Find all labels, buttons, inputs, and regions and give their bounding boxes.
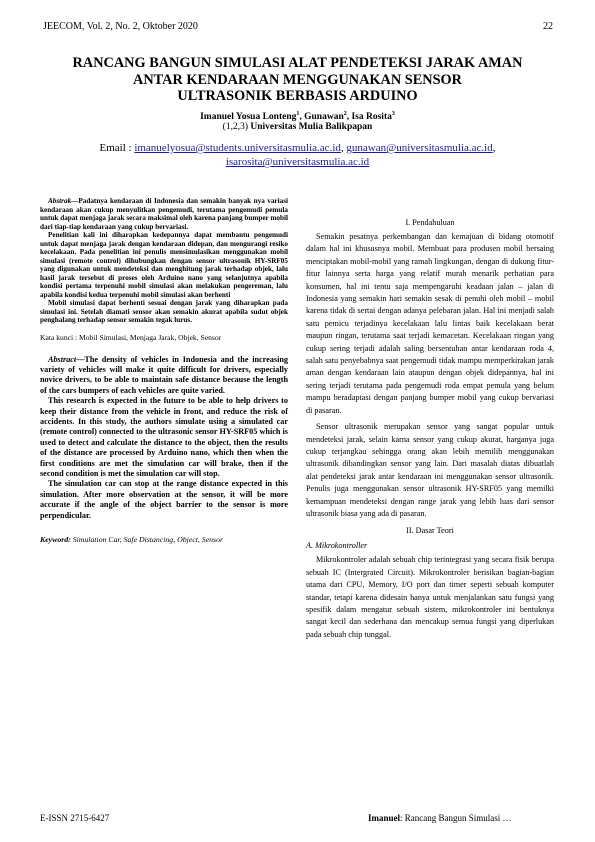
- abstract-paragraph-1: [40, 355, 288, 397]
- footer-issn: E-ISSN 2715-6427: [40, 813, 110, 823]
- subsection-heading-microcontroller: A. Mikrokontroller: [306, 541, 368, 551]
- title-line-3: ULTRASONIK BERBASIS ARDUINO: [177, 88, 418, 104]
- abstract-label: Abstract: [48, 354, 77, 364]
- author-3-mark: 3: [391, 111, 395, 117]
- email-block: Email : imanuelyosua@students.universitasmulia.ac.id, gunawan@universitasmulia.ac.id, isarosita@universitasmulia.ac.id: [99, 142, 496, 168]
- affiliation: [30, 121, 565, 133]
- title-line-1: RANCANG BANGUN SIMULASI ALAT PENDETEKSI JARAK AMAN: [72, 55, 523, 71]
- keywords-label: Keyword:: [40, 535, 71, 544]
- abstrak-text-1: —Padatnya kendaraan di Indonesia dan semakin banyak nya variasi kendaraan akan cukup menyulitkan pengemudi, terutama pengemudi pemula untuk dapat menjaga jarak secara maksimal oleh karena panjang bumper mobil dari tiap-tiap kendaraan yang cukup bervariasi.: [40, 197, 288, 231]
- section-heading-introduction: I. Pendahuluan: [405, 218, 455, 227]
- email-link-1[interactable]: imanuelyosua@students.universitasmulia.ac.id: [134, 142, 341, 154]
- email-link-2[interactable]: gunawan@universitasmulia.ac.id: [346, 142, 493, 154]
- footer-running-title: [368, 813, 512, 823]
- author-separator: ,: [299, 112, 305, 123]
- body-paragraph: Semakin pesatnya perkembangan dan kemajuan di bidang otomotif dalam hal ini khususnya mobil. Membuat para produsen mobil bersaing menciptakan mobil-mobil yang ramah lingkungan, dengan di dukung fitur-fitur lainnya serta harga yang relatif murah menarik perhatian para konsumen, hal ini tentu saja mempengaruhi keadaan jalan – jalan di Indonesia yang semakin hari semakin sesak di penuhi oleh mobil – mobil karena tidak di sertai dengan adanya pelebaran jalan. Hal ini menjadi salah satu pemicu terjadinya kecelakaan lalu lintas baik kecelakaan berat maupun ringan, terutama saat terjadi kemacetan. Kecelakaan ringan yang cukup sering terjadi adalah saling bersentuhan antar kendaraan roda 4, salah satu penyebabnya saat pengemudi tidak mampu memperkirakan jarak aman dengan kendaraan lain ataupun dengan objek didepannya, hal ini sering terjadi terutama pada pengemudi roda empat pemula yang belum mampu beradaptasi dengan panjang bumper mobil yang cukup bervariasi di pasaran.: [306, 232, 554, 415]
- footer-title: : Rancang Bangun Simulasi …: [400, 813, 512, 823]
- author-3: Isa Rosita: [351, 112, 392, 123]
- abstract-paragraph-3: The simulation car can stop at the range distance expected in this simulation. After more observation at the sensor, it will be more accurate if the angle of the object barrier to the sensor is more perpendicular.: [40, 479, 288, 520]
- paper-title: [30, 55, 565, 105]
- keywords: [40, 535, 288, 545]
- abstrak-paragraph-3: Mobil simulasi dapat berhenti sesuai dengan jarak yang diharapkan pada simulasi ini. Setelah diamati sensor akan semakin akurat apabila sudut objek penghalang terhadap sensor semakin tegak lurus.: [40, 299, 288, 324]
- kata-kunci: Kata kunci : Mobil Simulasi, Menjaga Jarak, Objek, Sensor: [40, 332, 222, 342]
- title-line-2: ANTAR KENDARAAN MENGGUNAKAN SENSOR: [133, 71, 462, 88]
- footer-author: Imanuel: [368, 813, 401, 823]
- right-column: [306, 217, 554, 641]
- abstrak-paragraph-2: Penelitian kali ini diharapkan kedepannya dapat membantu pengemudi untuk dapat menjaga jarak dengan kendaraan didepan, dan mengurangi resiko kecelakaan. Pada penelitian ini penulis mensimulasikan menggunakan mobil simulasi (remote control) dihubungkan dengan sensor ultrasonik HY-SRF05 yang digunakan untuk mendeteksi dan menghitung jarak terhadap objek, lalu hasil jarak tersebut di proses oleh Arduino nano yang selanjutnya apabila kondisi pertama terpenuhi mobil simulasi akan melakukan pengereman, lalu apabila kondisi kedua terpenuhi mobil simulasi akan berhenti: [40, 231, 288, 299]
- author-separator: ,: [346, 112, 352, 123]
- abstrak-label: Abstrak: [48, 197, 72, 205]
- author-2-mark: 2: [343, 111, 347, 117]
- affiliation-numbers: (1,2,3): [222, 122, 251, 132]
- page-number: 22: [543, 21, 553, 32]
- keywords-values: Simulation Car, Safe Distancing, Object, Sensor: [70, 535, 223, 544]
- body-paragraph: Sensor ultrasonik merupakan sensor yang sangat popular untuk mendeteksi jarak, selain karna sensor yang cukup akurat, harganya juga cukup terjangkau sehingga orang akan lebih memilih menggunakan ultrasonik dibandingkan sensor yang lain. Dari masalah diatas dibuatlah alat pendeteksi jarak antar kendaraan ini menggunakan sensor ultrasonik. Penulis juga menggunakan sensor ultrasonik HY-SRF05 yang memilki kemampuan mendeteksi dengan range jarak yang lebih luas dari sensor ultrasonik biasa yang ada di pasaran.: [306, 422, 554, 518]
- section-heading-theory: II. Dasar Teori: [406, 526, 454, 536]
- body-paragraph: Mikrokontroler adalah sebuah chip terintegrasi yang secara fisik berupa sebuah IC (Intergrated Circuit). Mikrokontroler berisikan bagian-bagian utama dari CPU, Memory, I/O port dan timer seperti sebuah komputer standar, tetapi karena didesain hanya untuk menjalankan satu fungsi yang spesifik dalam mengatur sebuah sistem, mikrokontroler ini bentuknya sangat kecil dan sederhana dan mencakup semua fungsi yang diperlukan pada sebuah chip tunggal.: [306, 555, 554, 639]
- email-link-3[interactable]: isarosita@universitasmulia.ac.id: [225, 156, 370, 168]
- abstrak-paragraph-1: [40, 197, 288, 231]
- abstract-paragraph-2: This research is expected in the future to be able to help drivers to keep their distance from the vehicle in front, and reduce the risk of accidents. In this study, the authors simulate using a simulated car (remote control) connected to the ultrasonic sensor HY-SRF05 which is used to detect and calculate the distance to the object, then the results of the distance are processed by Arduino nano, which then when the first conditions are met the simulation car will brake, then if the second condition is met the simulation car will stop.: [40, 396, 288, 478]
- author-1: Imanuel Yosua Lonteng: [200, 112, 297, 123]
- affiliation-name: Universitas Mulia Balikpapan: [250, 122, 373, 132]
- email-label: Email :: [99, 142, 135, 154]
- author-2: Gunawan: [304, 112, 344, 123]
- journal-header: JEECOM, Vol. 2, No. 2, Oktober 2020: [43, 21, 198, 32]
- abstract-text-1: —The density of vehicles in Indonesia and the increasing variety of vehicles will make it quite difficult for drivers, especially novice drivers, to be able to maintain safe distance because the length of the cars bumpers of each vehicles are quite varied.: [40, 354, 288, 395]
- left-column: [40, 197, 288, 545]
- author-1-mark: 1: [296, 111, 300, 117]
